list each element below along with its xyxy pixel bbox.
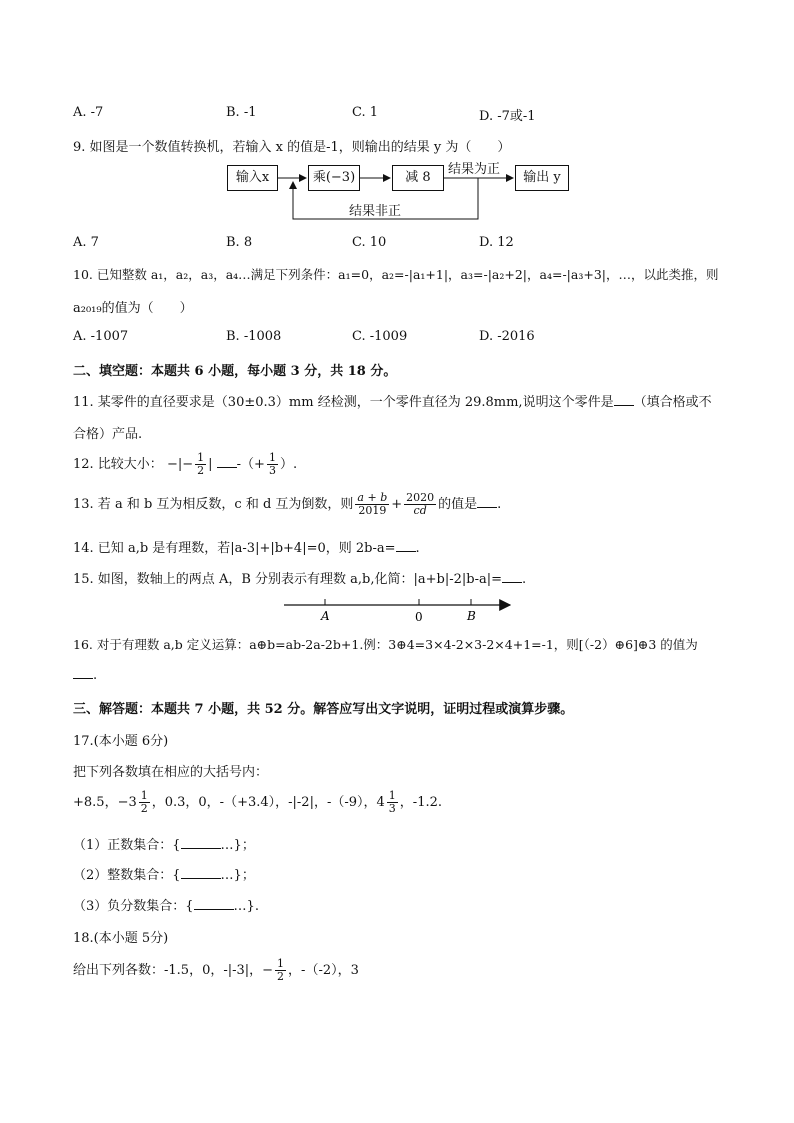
q14-end: . [415, 541, 420, 556]
q13-line [73, 492, 501, 517]
q13-frac1-num: a + b [357, 491, 388, 504]
q10-line1: 10. 已知整数 a₁，a₂，a₃，a₄…满足下列条件：a₁=0，a₂=-|a₁+1|，a₃=-|a₂+2|，a₄=-|a₃+3|，…，以此类推，则 [73, 267, 719, 282]
q8-option-c: C. 1 [352, 105, 379, 120]
q11-text-tail: （填合格或不 [633, 395, 712, 410]
q17-set1-blank [181, 836, 221, 849]
q11-blank [614, 393, 634, 406]
q12-right-fraction [267, 452, 278, 477]
q18-frac-num: 1 [277, 957, 285, 970]
label-a: A [321, 609, 330, 623]
q17-nums-a: +8.5，−3 [73, 795, 137, 810]
q17-set2-blank [181, 866, 221, 879]
q17-nums-c: ，-1.2. [399, 795, 442, 810]
section3-heading: 三、解答题：本题共 7 小题，共 52 分。解答应写出文字说明，证明过程或演算步骤。 [73, 702, 574, 717]
q17-instruction: 把下列各数填在相应的大括号内： [73, 765, 269, 780]
q15-text: 15. 如图，数轴上的两点 A，B 分别表示有理数 a,b,化简：|a+b|-2|b-a|= [73, 572, 502, 587]
q11-line1 [73, 391, 712, 410]
q17-set-negative-fraction [73, 895, 259, 914]
q13-plus: + [391, 497, 403, 512]
label-zero: 0 [415, 610, 423, 624]
q9-option-b: B. 8 [226, 235, 253, 250]
q17-fraction-a [139, 790, 150, 815]
q15-number-line [0, 590, 794, 630]
q17-set-integer [73, 864, 255, 883]
q11-line2: 合格）产品. [73, 427, 143, 442]
q17-fraction-b [387, 790, 398, 815]
q14-blank [396, 539, 416, 552]
q17-set3-blank [194, 897, 234, 910]
q12-blank [217, 455, 237, 468]
flow-arrows [0, 0, 794, 230]
q13-fraction-1 [355, 492, 389, 517]
q18-frac-den: 2 [277, 970, 285, 983]
q17-title: 17.(本小题 6分) [73, 734, 169, 749]
q17-set3-tail: …}. [233, 899, 259, 914]
q16-line2 [73, 666, 97, 683]
q12-left-den: 2 [197, 464, 205, 477]
q14-line [73, 537, 420, 556]
q17-frac-a-den: 2 [140, 802, 148, 815]
q10-line2: a₂₀₁₉的值为（ ） [73, 301, 193, 316]
q17-set1-label: （1）正数集合：{ [73, 838, 181, 853]
q12-line [73, 452, 297, 477]
q12-left-pre: −|− [166, 457, 194, 472]
q12-mid: -（+ [236, 457, 265, 472]
q8-option-b: B. -1 [226, 105, 257, 120]
q17-nums-b: ，0.3，0，-（+3.4），-|-2|，-（-9），4 [151, 795, 385, 810]
flow-input-box: 输入x [227, 165, 278, 191]
q17-frac-b-num: 1 [388, 789, 396, 802]
flow-output-box: 输出 y [515, 165, 569, 191]
q16-blank [73, 666, 93, 679]
q17-set2-tail: …}； [220, 868, 255, 883]
q10-option-b: B. -1008 [226, 329, 282, 344]
q13-prefix: 13. 若 a 和 b 互为相反数，c 和 d 互为倒数，则 [73, 497, 354, 512]
q13-fraction-2 [404, 492, 436, 517]
flow-subtract-box: 减 8 [392, 165, 444, 191]
q12-prefix: 12. 比较大小： [73, 457, 163, 472]
q13-end: . [497, 497, 502, 512]
q15-line [73, 568, 526, 587]
q13-frac2-den: cd [413, 504, 427, 517]
q9-option-c: C. 10 [352, 235, 387, 250]
q12-left-fraction [195, 452, 206, 477]
label-b: B [467, 609, 476, 623]
q12-left-post: | [208, 457, 213, 472]
q13-frac2-num: 2020 [406, 491, 435, 504]
q12-suffix: ）. [279, 457, 298, 472]
q13-blank [477, 495, 497, 508]
q8-option-d: D. -7或-1 [479, 109, 536, 124]
q17-numbers [73, 790, 442, 815]
q18-line [73, 958, 359, 983]
q9-stem: 9. 如图是一个数值转换机，若输入 x 的值是-1，则输出的结果 y 为（ ） [73, 140, 511, 155]
q12-left-num: 1 [197, 451, 205, 464]
flow-multiply-box: 乘(−3) [308, 165, 360, 191]
q11-text: 11. 某零件的直径要求是（30±0.3）mm 经检测，一个零件直径为 29.8mm,说明这个零件是 [73, 395, 614, 410]
q13-frac1-den: 2019 [358, 504, 387, 517]
q10-option-c: C. -1009 [352, 329, 408, 344]
q18-suffix: ，-（-2），3 [288, 963, 359, 978]
q9-flow-diagram [0, 0, 794, 230]
q15-end: . [522, 572, 527, 587]
q12-right-num: 1 [268, 451, 276, 464]
q17-set1-tail: …}； [220, 838, 255, 853]
q17-frac-a-num: 1 [140, 789, 148, 802]
q10-option-a: A. -1007 [73, 329, 129, 344]
flow-positive-label: 结果为正 [448, 162, 501, 177]
flow-nonpositive-label: 结果非正 [349, 204, 402, 219]
q16-end: . [93, 668, 98, 683]
section2-heading: 二、填空题：本题共 6 小题，每小题 3 分，共 18 分。 [73, 364, 397, 379]
q17-set3-label: （3）负分数集合：{ [73, 899, 194, 914]
q8-option-a: A. -7 [73, 105, 104, 120]
q17-set2-label: （2）整数集合：{ [73, 868, 181, 883]
q17-frac-b-den: 3 [388, 802, 396, 815]
q15-blank [502, 570, 522, 583]
q16-line1: 16. 对于有理数 a,b 定义运算：a⊕b=ab-2a-2b+1.例：3⊕4=3×4-2×3-2×4+1=-1，则[（-2）⊕6]⊕3 的值为 [73, 637, 698, 652]
q18-title: 18.(本小题 5分) [73, 931, 169, 946]
q14-text: 14. 已知 a,b 是有理数，若|a-3|+|b+4|=0，则 2b-a= [73, 541, 396, 556]
q12-right-den: 3 [268, 464, 276, 477]
q18-fraction [275, 958, 286, 983]
q18-prefix: 给出下列各数：-1.5，0，-|-3|，− [73, 963, 274, 978]
q9-option-a: A. 7 [73, 235, 99, 250]
q13-suffix: 的值是 [438, 497, 478, 512]
q9-option-d: D. 12 [479, 235, 514, 250]
q17-set-positive [73, 834, 255, 853]
q10-option-d: D. -2016 [479, 329, 535, 344]
